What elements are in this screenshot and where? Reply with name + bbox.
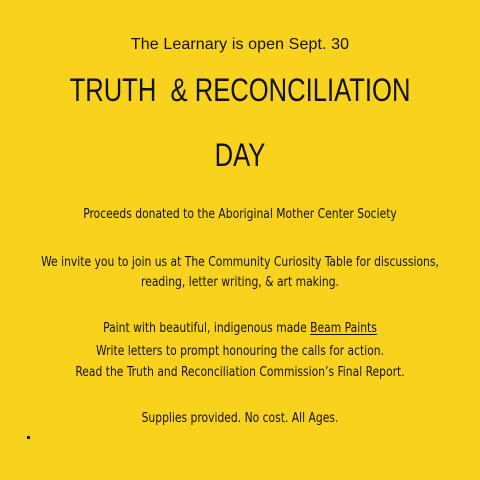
paint-line-text: Paint with beautiful, indigenous made bbox=[103, 321, 311, 336]
open-date-line: The Learnary is open Sept. 30 bbox=[130, 36, 350, 53]
event-title-line-2: DAY bbox=[214, 137, 266, 173]
event-title-line-1: TRUTH & RECONCILIATION bbox=[69, 72, 411, 108]
proceeds-line: Proceeds donated to the Aboriginal Mother Center Society bbox=[83, 207, 397, 222]
letters-line: Write letters to prompt honouring the calls for action. bbox=[95, 344, 385, 359]
supplies-line: Supplies provided. No cost. All Ages. bbox=[141, 411, 339, 426]
invite-line-2: reading, letter writing, & art making. bbox=[141, 275, 339, 290]
beam-paints-link[interactable]: Beam Paints bbox=[310, 321, 377, 336]
invite-line-1: We invite you to join us at The Community Curiosity Table for discussions, bbox=[41, 255, 439, 270]
paint-line bbox=[19, 320, 461, 338]
report-line: Read the Truth and Reconciliation Commission’s Final Report. bbox=[75, 365, 405, 380]
bullet-dot bbox=[27, 436, 30, 439]
